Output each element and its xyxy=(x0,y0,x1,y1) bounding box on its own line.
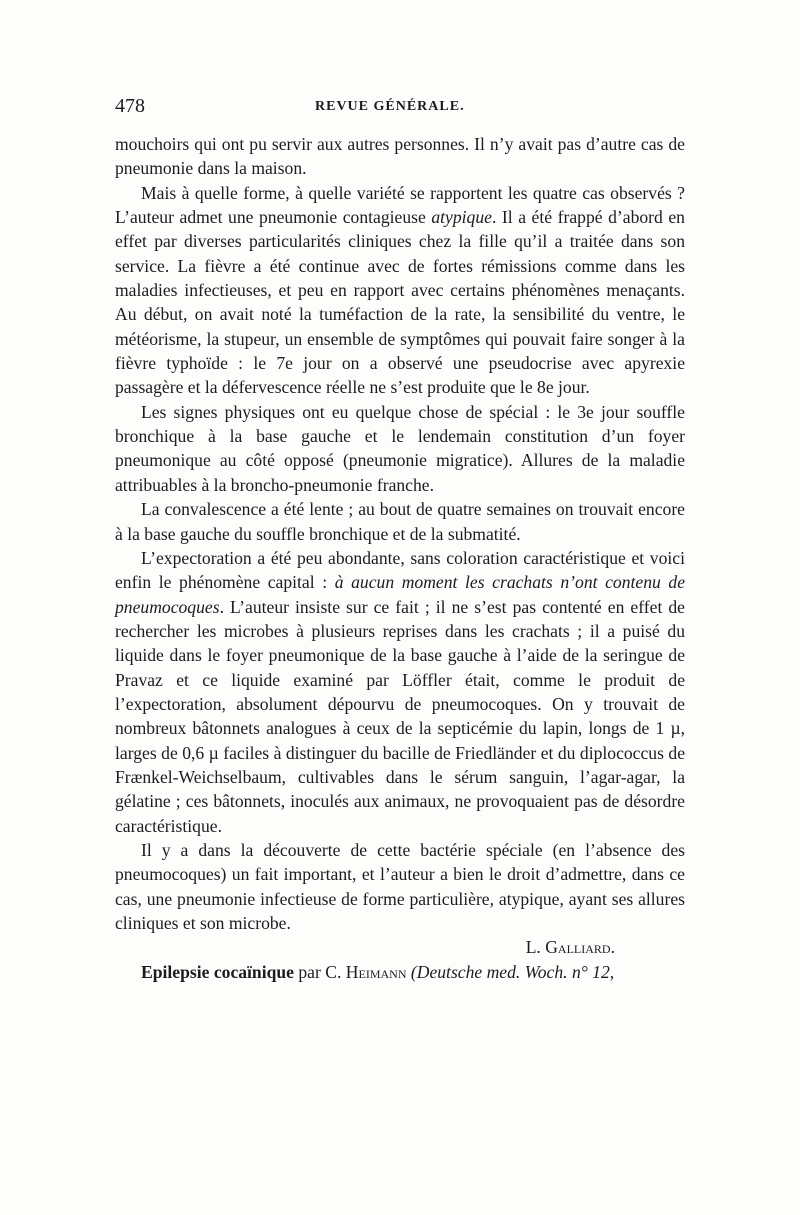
next-entry-author: Heimann xyxy=(345,961,407,982)
paragraph-4 xyxy=(115,497,685,546)
paragraph-5-text-a: L’expectoration a été peu abondante, sans coloration caractéristique et voici enfin le phénomène capital : xyxy=(115,547,685,593)
running-title: REVUE GÉNÉRALE. xyxy=(315,99,465,114)
paragraph-1 xyxy=(115,132,685,181)
paragraph-5-text-b: . L’auteur insiste sur ce fait ; il ne s’est pas contenté en effet de rechercher les microbes à plusieurs reprises dans les crachats ; il a puisé du liquide dans le foyer pneumonique de la base gauche à l’aide de la seringue de Pravaz et ce liquide examiné par Löffler était, comme le produit de l’expectoration, absolument dépourvu de pneumocoques. On y trouvait de nombreux bâtonnets analogues à ceux de la septicémie du lapin, longs de 1 µ, larges de 0,6 µ faciles à distinguer du bacille de Friedländer et du diplococcus de Frænkel-Weichselbaum, cultivables dans le sérum sanguin, l’agar-agar, la gélatine ; ces bâtonnets, inoculés aux animaux, ne provoquaient pas de désordre caractéristique. xyxy=(115,596,685,836)
paragraph-2-text-b: . Il a été frappé d’abord en effet par diverses particularités cliniques chez la fille qu’il a traitée dans son service. La fièvre a été continue avec de fortes rémissions comme dans les maladies infectieuses, et peu en rapport avec certains phénomènes menaçants. Au début, on avait noté la tuméfaction de la rate, la sensibilité du ventre, le météorisme, la stupeur, un ensemble de symptômes qui pouvait faire songer à la fièvre typhoïde : le 7e jour on a observé une pseudocrise avec apyrexie passagère et la défervescence réelle ne s’est produite que le 8e jour. xyxy=(115,207,685,398)
paragraph-2-text-a: Mais à quelle forme, à quelle variété se rapportent les quatre cas observés ? L’auteur admet une pneumonie contagieuse xyxy=(115,182,685,228)
paragraph-6 xyxy=(115,838,685,935)
paragraph-5 xyxy=(115,546,685,838)
page-header xyxy=(115,95,685,119)
paragraph-6-text: Il y a dans la découverte de cette bactérie spéciale (en l’absence des pneumocoques) un fait important, et l’auteur a bien le droit d’admettre, dans ce cas, une pneumonie infectieuse de forme particulière, atypique, ayant ses allures cliniques et son microbe. xyxy=(115,839,685,933)
paragraph-3 xyxy=(115,400,685,497)
paragraph-2 xyxy=(115,181,685,400)
paragraph-5-italic: à aucun moment les crachats n’ont contenu de pneumocoques xyxy=(115,572,686,617)
next-entry-source: (Deutsche med. Woch. n° 12, xyxy=(406,961,615,982)
paragraph-2-italic: atypique xyxy=(431,207,492,228)
next-entry-title: Epilepsie cocaïnique xyxy=(141,961,294,982)
author-signature: L. Galliard. xyxy=(525,937,615,958)
paragraph-3-text: Les signes physiques ont eu quelque chose de spécial : le 3e jour souffle bronchique à la base gauche et le lendemain constitution d’un foyer pneumonique au côté opposé (pneumonie migratice). Allures de la maladie attribuables à la broncho-pneumonie franche. xyxy=(115,401,685,495)
next-entry xyxy=(115,960,685,984)
page-number: 478 xyxy=(115,95,145,117)
next-entry-by: par C. xyxy=(293,961,346,982)
article-body xyxy=(115,132,685,984)
paragraph-4-text: La convalescence a été lente ; au bout de quatre semaines on trouvait encore à la base gauche du souffle bronchique et de la submatité. xyxy=(115,499,685,544)
paragraph-1-text: mouchoirs qui ont pu servir aux autres personnes. Il n’y avait pas d’autre cas de pneumonie dans la maison. xyxy=(115,134,685,179)
